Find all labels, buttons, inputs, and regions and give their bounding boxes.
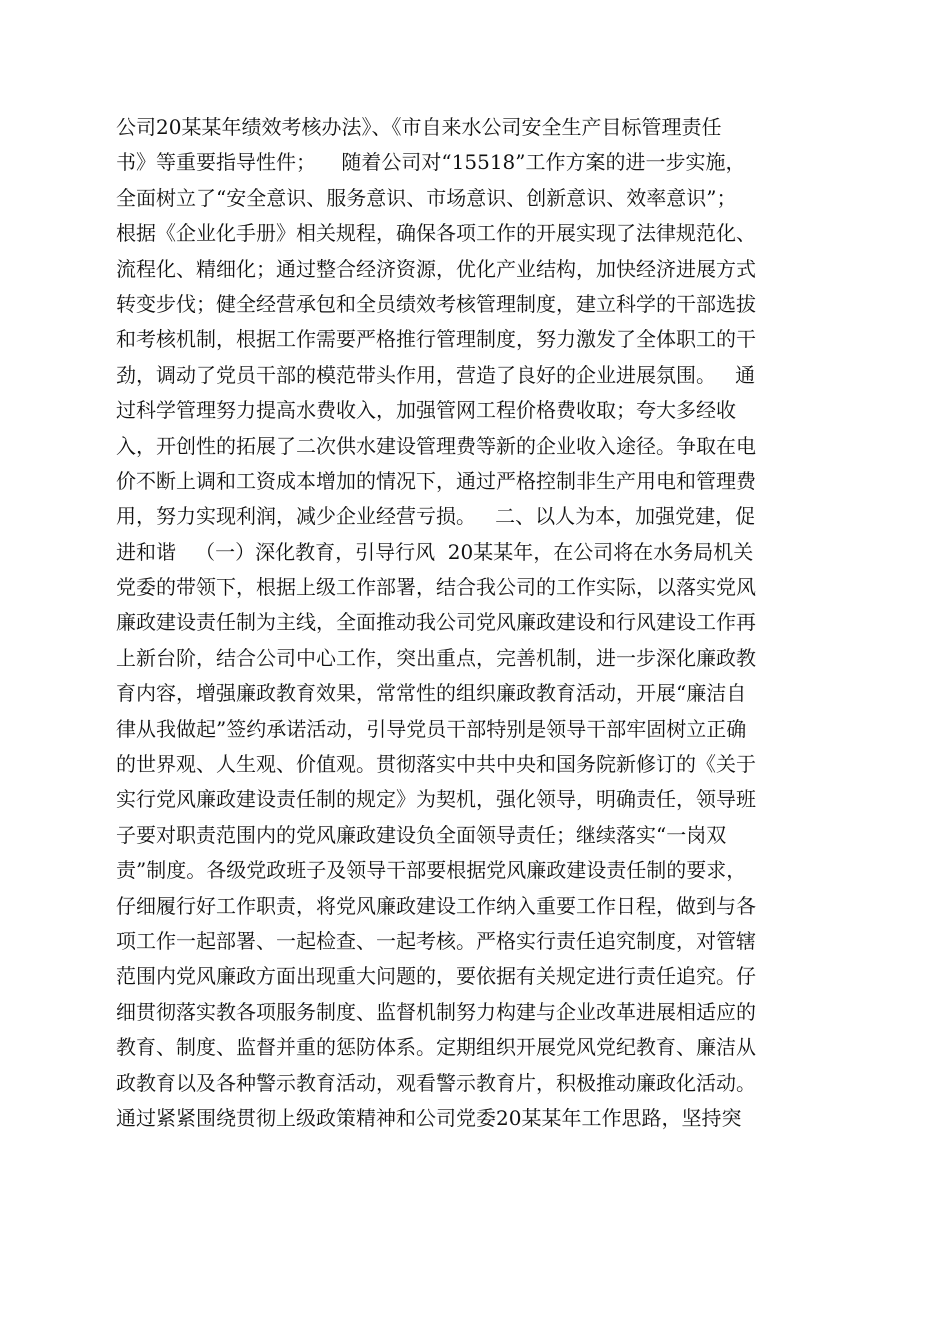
text-line: 仔细履行好工作职责，将党风廉政建设工作纳入重要工作日程，做到与各	[116, 893, 756, 918]
text-line: 公司20某某年绩效考核办法》、《市自来水公司安全生产目标管理责任	[116, 115, 722, 139]
text-line: 书》等重要指导性件； 随着公司对“15518”工作方案的进一步实施，	[116, 150, 746, 175]
text-line: 转变步伐；健全经营承包和全员绩效考核管理制度，建立科学的干部选拔	[116, 291, 756, 316]
text-line: 根据《企业化手册》相关规程，确保各项工作的开展实现了法律规范化、	[116, 221, 756, 246]
text-line: 通过紧紧围绕贯彻上级政策精神和公司党委20某某年工作思路，坚持突	[116, 1105, 742, 1130]
body-text	[116, 110, 836, 1136]
text-line: 入，开创性的拓展了二次供水建设管理费等新的企业收入途径。争取在电	[116, 433, 756, 458]
text-line: 用，努力实现利润，减少企业经营亏损。 二、以人为本，加强党建，促	[116, 504, 756, 529]
text-line: 劲，调动了党员干部的模范带头作用，营造了良好的企业进展氛围。 通	[116, 362, 756, 387]
text-line: 细贯彻落实教各项服务制度、监督机制努力构建与企业改革进展相适应的	[116, 999, 756, 1024]
text-line: 项工作一起部署、一起检查、一起考核。严格实行责任追究制度，对管辖	[116, 928, 756, 953]
text-line: 范围内党风廉政方面出现重大问题的，要依据有关规定进行责任追究。仔	[116, 964, 756, 989]
text-line: 和考核机制，根据工作需要严格推行管理制度，努力激发了全体职工的干	[116, 327, 756, 352]
text-line: 流程化、精细化；通过整合经济资源，优化产业结构，加快经济进展方式	[116, 256, 756, 281]
text-line: 廉政建设责任制为主线，全面推动我公司党风廉政建设和行风建设工作再	[116, 610, 756, 635]
text-line: 律从我做起”签约承诺活动，引导党员干部特别是领导干部牢固树立正确	[116, 716, 747, 741]
text-line: 责”制度。各级党政班子及领导干部要根据党风廉政建设责任制的要求，	[116, 858, 747, 883]
text-line: 实行党风廉政建设责任制的规定》为契机，强化领导，明确责任，领导班	[116, 787, 756, 812]
text-line: 教育、制度、监督并重的惩防体系。定期组织开展党风党纪教育、廉洁从	[116, 1035, 756, 1060]
text-line: 党委的带领下，根据上级工作部署，结合我公司的工作实际，以落实党风	[116, 575, 756, 600]
text-line: 进和谐 （一）深化教育，引导行风 20某某年，在公司将在水务局机关	[116, 539, 754, 564]
text-line: 价不断上调和工资成本增加的情况下，通过严格控制非生产用电和管理费	[116, 468, 756, 493]
text-line: 子要对职责范围内的党风廉政建设负全面领导责任；继续落实“一岗双	[116, 822, 727, 847]
text-line: 育内容，增强廉政教育效果，常常性的组织廉政教育活动，开展“廉洁自	[116, 681, 747, 706]
text-line: 上新台阶，结合公司中心工作，突出重点，完善机制，进一步深化廉政教	[116, 645, 756, 670]
text-line: 过科学管理努力提高水费收入，加强管网工程价格费收取；夸大多经收	[116, 398, 736, 423]
text-line: 政教育以及各种警示教育活动，观看警示教育片，积极推动廉政化活动。	[116, 1070, 756, 1095]
text-line: 的世界观、人生观、价值观。贯彻落实中共中央和国务院新修订的《关于	[116, 752, 756, 777]
text-line: 全面树立了“安全意识、服务意识、市场意识、创新意识、效率意识”；	[116, 185, 737, 210]
